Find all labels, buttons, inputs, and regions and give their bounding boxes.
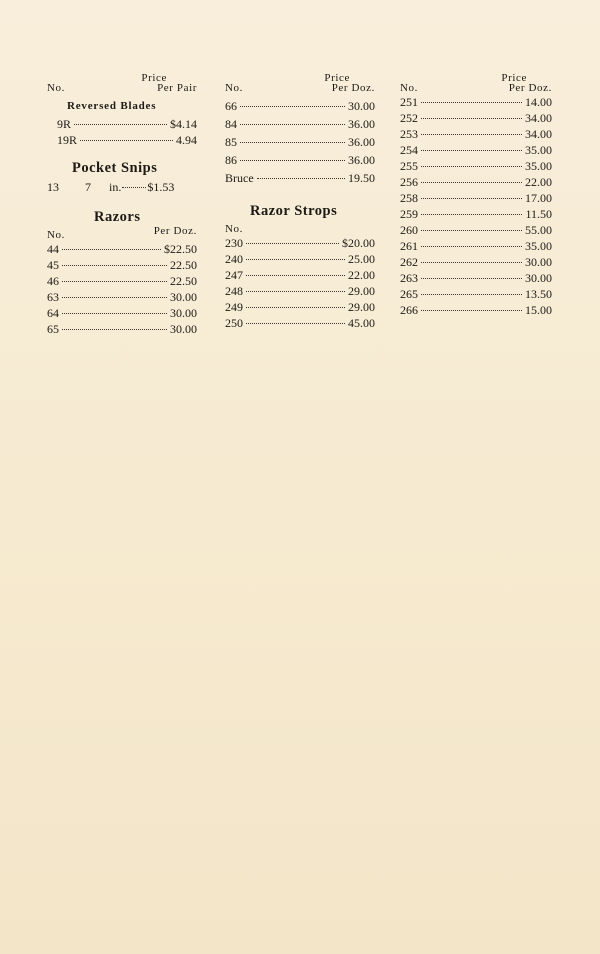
item-price: 34.00 xyxy=(525,127,552,141)
table-row xyxy=(225,98,375,114)
price-label: Price xyxy=(141,72,167,84)
item-price: 29.00 xyxy=(348,300,375,314)
item-number: 253 xyxy=(400,127,418,141)
number-label: No. xyxy=(225,82,243,94)
table-row xyxy=(47,132,197,148)
leader-dots xyxy=(257,178,345,179)
leader-dots xyxy=(421,262,522,263)
item-price: 15.00 xyxy=(525,303,552,317)
table-row xyxy=(47,321,197,337)
unit-label: Per Doz. xyxy=(508,82,552,94)
leader-dots xyxy=(421,310,522,311)
column-header xyxy=(47,70,197,94)
leader-dots xyxy=(246,243,339,244)
table-row xyxy=(47,305,197,321)
column-header xyxy=(400,70,552,94)
leader-dots xyxy=(246,259,345,260)
leader-dots xyxy=(240,160,345,161)
item-price: $1.53 xyxy=(147,180,175,194)
item-price: 19.50 xyxy=(348,171,375,185)
leader-dots xyxy=(62,265,167,266)
column-subheader xyxy=(47,227,197,241)
item-number: 85 xyxy=(225,135,237,149)
leader-dots xyxy=(421,150,522,151)
item-number: 240 xyxy=(225,252,243,266)
unit-label: Per Doz. xyxy=(331,82,375,94)
item-price: 35.00 xyxy=(525,143,552,157)
leader-dots xyxy=(62,297,167,298)
table-row xyxy=(47,179,197,195)
item-number: 266 xyxy=(400,303,418,317)
price-label: Price xyxy=(501,72,527,84)
item-price: 22.50 xyxy=(170,258,197,272)
leader-dots xyxy=(62,281,167,282)
leader-dots xyxy=(421,182,522,183)
item-number: 46 xyxy=(47,274,59,288)
unit-label: Per Doz. xyxy=(153,225,197,237)
leader-dots xyxy=(246,275,345,276)
item-price: 30.00 xyxy=(170,290,197,304)
item-number: 64 xyxy=(47,306,59,320)
item-price: $20.00 xyxy=(342,236,375,250)
section-title-reversed-blades: Reversed Blades xyxy=(67,100,157,112)
item-number: 261 xyxy=(400,239,418,253)
item-number: 260 xyxy=(400,223,418,237)
item-number: 263 xyxy=(400,271,418,285)
item-price: 22.00 xyxy=(348,268,375,282)
table-row xyxy=(400,302,552,318)
item-price: 22.00 xyxy=(525,175,552,189)
table-row xyxy=(225,267,375,283)
item-price: 11.50 xyxy=(525,207,552,221)
item-price: 36.00 xyxy=(348,135,375,149)
number-label: No. xyxy=(225,223,243,235)
item-price: 30.00 xyxy=(525,271,552,285)
item-number: 254 xyxy=(400,143,418,157)
item-number: 248 xyxy=(225,284,243,298)
price-label: Price xyxy=(324,72,350,84)
unit-label: Per Pair xyxy=(157,82,197,94)
table-row xyxy=(400,142,552,158)
leader-dots xyxy=(421,166,522,167)
item-number: 247 xyxy=(225,268,243,282)
table-row xyxy=(225,170,375,186)
item-price: 35.00 xyxy=(525,239,552,253)
item-number: 249 xyxy=(225,300,243,314)
table-row xyxy=(400,222,552,238)
number-label: No. xyxy=(47,229,65,241)
item-number: 262 xyxy=(400,255,418,269)
item-price: 35.00 xyxy=(525,159,552,173)
item-number: 255 xyxy=(400,159,418,173)
table-row xyxy=(400,190,552,206)
table-row xyxy=(400,126,552,142)
item-price: 30.00 xyxy=(525,255,552,269)
leader-dots xyxy=(421,294,522,295)
leader-dots xyxy=(421,198,522,199)
leader-dots xyxy=(246,323,345,324)
item-number: 259 xyxy=(400,207,418,221)
item-price: 30.00 xyxy=(348,99,375,113)
item-price: 45.00 xyxy=(348,316,375,330)
item-number: 65 xyxy=(47,322,59,336)
table-row xyxy=(400,286,552,302)
leader-dots xyxy=(74,124,167,125)
item-price: $22.50 xyxy=(164,242,197,256)
item-number: 86 xyxy=(225,153,237,167)
table-row xyxy=(225,235,375,251)
table-row xyxy=(400,206,552,222)
leader-dots xyxy=(80,140,173,141)
table-row xyxy=(47,257,197,273)
item-number: Bruce xyxy=(225,171,254,185)
table-row xyxy=(225,299,375,315)
item-price: 34.00 xyxy=(525,111,552,125)
item-price: 30.00 xyxy=(170,322,197,336)
leader-dots xyxy=(421,214,522,215)
item-number: 230 xyxy=(225,236,243,250)
item-price: 30.00 xyxy=(170,306,197,320)
table-row xyxy=(400,174,552,190)
leader-dots xyxy=(246,307,345,308)
table-row xyxy=(400,158,552,174)
item-price: 17.00 xyxy=(525,191,552,205)
leader-dots xyxy=(421,230,522,231)
item-price: 14.00 xyxy=(525,95,552,109)
item-price: 25.00 xyxy=(348,252,375,266)
table-row xyxy=(225,315,375,331)
item-number: 63 xyxy=(47,290,59,304)
leader-dots xyxy=(421,134,522,135)
item-price: 36.00 xyxy=(348,153,375,167)
number-label: No. xyxy=(400,82,418,94)
number-label: No. xyxy=(47,82,65,94)
table-row xyxy=(225,251,375,267)
item-price: 29.00 xyxy=(348,284,375,298)
item-number: 66 xyxy=(225,99,237,113)
table-row xyxy=(225,116,375,132)
section-title-razor-strops: Razor Strops xyxy=(250,203,338,219)
leader-dots xyxy=(240,124,345,125)
item-number: 256 xyxy=(400,175,418,189)
leader-dots xyxy=(240,106,345,107)
item-number: 44 xyxy=(47,242,59,256)
item-price: 36.00 xyxy=(348,117,375,131)
item-number: 252 xyxy=(400,111,418,125)
table-row xyxy=(400,110,552,126)
item-unit: in. xyxy=(109,180,122,194)
leader-dots xyxy=(240,142,345,143)
leader-dots xyxy=(122,187,146,188)
table-row xyxy=(225,283,375,299)
column-middle xyxy=(225,70,375,331)
item-price: 4.94 xyxy=(176,133,197,147)
item-price: 55.00 xyxy=(525,223,552,237)
table-row xyxy=(400,254,552,270)
leader-dots xyxy=(421,102,522,103)
leader-dots xyxy=(421,246,522,247)
section-title-pocket-snips: Pocket Snips xyxy=(72,160,158,176)
item-price: 22.50 xyxy=(170,274,197,288)
table-row xyxy=(400,94,552,110)
column-header xyxy=(225,70,375,94)
leader-dots xyxy=(421,118,522,119)
item-number: 258 xyxy=(400,191,418,205)
table-row xyxy=(400,270,552,286)
item-number: 9R xyxy=(57,117,72,131)
column-subheader xyxy=(225,221,375,235)
column-left xyxy=(47,70,197,337)
item-price: $4.14 xyxy=(170,117,197,131)
table-row xyxy=(47,116,197,132)
leader-dots xyxy=(62,329,167,330)
table-row xyxy=(47,289,197,305)
item-number: 265 xyxy=(400,287,418,301)
table-row xyxy=(47,241,197,257)
item-size: 7 xyxy=(85,180,91,194)
item-number: 84 xyxy=(225,117,237,131)
leader-dots xyxy=(62,249,161,250)
leader-dots xyxy=(421,278,522,279)
item-number: 250 xyxy=(225,316,243,330)
column-right xyxy=(400,70,552,318)
item-number: 251 xyxy=(400,95,418,109)
table-row xyxy=(225,152,375,168)
table-row xyxy=(400,238,552,254)
table-row xyxy=(225,134,375,150)
leader-dots xyxy=(246,291,345,292)
section-title-razors: Razors xyxy=(94,209,141,225)
leader-dots xyxy=(62,313,167,314)
item-number: 45 xyxy=(47,258,59,272)
item-number: 13 xyxy=(47,180,59,194)
item-price: 13.50 xyxy=(525,287,552,301)
item-number: 19R xyxy=(57,133,78,147)
table-row xyxy=(47,273,197,289)
